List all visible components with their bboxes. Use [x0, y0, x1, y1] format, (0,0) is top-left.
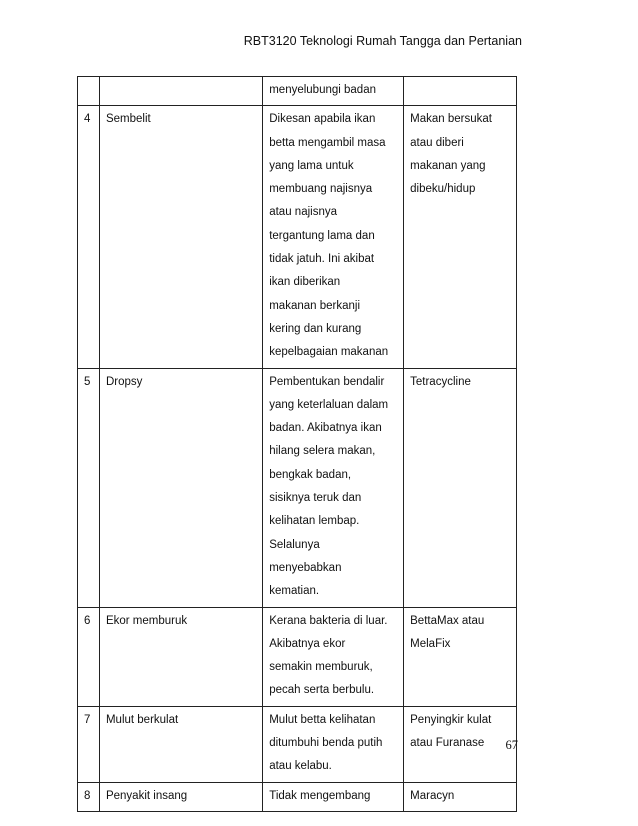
running-header: RBT3120 Teknologi Rumah Tangga dan Pertanian: [243, 34, 522, 48]
cause-line: yang lama untuk: [269, 159, 354, 172]
page-number: 67: [505, 738, 518, 752]
disease-name-cell: Sembelit: [99, 106, 262, 368]
cause-line: tidak jatuh. Ini akibat: [269, 253, 375, 266]
cause-line: Akibatnya ekor: [269, 637, 346, 650]
table-row: [78, 368, 517, 607]
cause-line: atau najisnya: [269, 206, 337, 219]
disease-name-cell: Mulut berkulat: [99, 706, 262, 782]
cause-line: semakin memburuk,: [269, 661, 373, 674]
cause-line: ditumbuhi benda putih: [269, 737, 383, 750]
table-row: [78, 706, 517, 782]
cause-cell: [263, 106, 404, 368]
cause-line: tergantung lama dan: [269, 229, 375, 242]
treatment-line: Maracyn: [410, 789, 455, 802]
cause-line: hilang selera makan,: [269, 445, 376, 458]
treatment-cell: [404, 77, 517, 106]
treatment-cell: [404, 607, 517, 706]
row-number-cell: 4: [78, 106, 100, 368]
cause-line: Selalunya: [269, 538, 320, 551]
cause-line: sisiknya teruk dan: [269, 492, 362, 505]
cause-line: ikan diberikan: [269, 276, 341, 289]
table-row: [78, 607, 517, 706]
treatment-line: Penyingkir kulat: [410, 713, 492, 726]
treatment-line: BettaMax atau: [410, 614, 485, 627]
cause-line: Pembentukan bendalir: [269, 375, 385, 388]
cause-cell: [263, 368, 404, 607]
cause-line: menyebabkan: [269, 561, 342, 574]
disease-table: [77, 76, 517, 812]
cause-line: kepelbagaian makanan: [269, 346, 389, 359]
cause-line: yang keterlaluan dalam: [269, 398, 389, 411]
row-number-cell: [78, 77, 100, 106]
disease-name-cell: Ekor memburuk: [99, 607, 262, 706]
cause-line: membuang najisnya: [269, 183, 373, 196]
cause-line: Kerana bakteria di luar.: [269, 614, 388, 627]
row-number-cell: 5: [78, 368, 100, 607]
cause-cell: [263, 782, 404, 811]
table-row: [78, 782, 517, 811]
cause-line: menyelubungi badan: [269, 84, 376, 96]
treatment-cell: [404, 368, 517, 607]
cause-line: kematian.: [269, 585, 320, 598]
cause-line: bengkak badan,: [269, 468, 352, 481]
cause-line: kering dan kurang: [269, 322, 362, 335]
cause-line: makanan berkanji: [269, 299, 360, 312]
cause-cell: [263, 77, 404, 106]
treatment-cell: [404, 782, 517, 811]
treatment-line: MelaFix: [410, 637, 451, 650]
row-number-cell: 8: [78, 782, 100, 811]
cause-line: badan. Akibatnya ikan: [269, 422, 382, 435]
treatment-line: dibeku/hidup: [410, 183, 476, 196]
cause-line: kelihatan lembap.: [269, 515, 360, 528]
treatment-line: atau Furanase: [410, 737, 485, 750]
cause-line: betta mengambil masa: [269, 136, 386, 149]
disease-name-cell: [99, 77, 262, 106]
disease-name-cell: Dropsy: [99, 368, 262, 607]
table-row: [78, 106, 517, 368]
cause-line: Tidak mengembang: [269, 789, 371, 802]
treatment-line: Makan bersukat: [410, 113, 492, 126]
row-number-cell: 7: [78, 706, 100, 782]
table-row: [78, 77, 517, 106]
cause-line: Dikesan apabila ikan: [269, 113, 376, 126]
cause-line: pecah serta berbulu.: [269, 684, 375, 697]
disease-name-cell: Penyakit insang: [99, 782, 262, 811]
row-number-cell: 6: [78, 607, 100, 706]
cause-cell: [263, 706, 404, 782]
treatment-line: Tetracycline: [410, 375, 471, 388]
disease-table-body: [78, 77, 517, 812]
treatment-line: atau diberi: [410, 136, 464, 149]
cause-cell: [263, 607, 404, 706]
cause-line: Mulut betta kelihatan: [269, 713, 376, 726]
treatment-line: makanan yang: [410, 159, 486, 172]
treatment-cell: [404, 106, 517, 368]
cause-line: atau kelabu.: [269, 760, 332, 773]
